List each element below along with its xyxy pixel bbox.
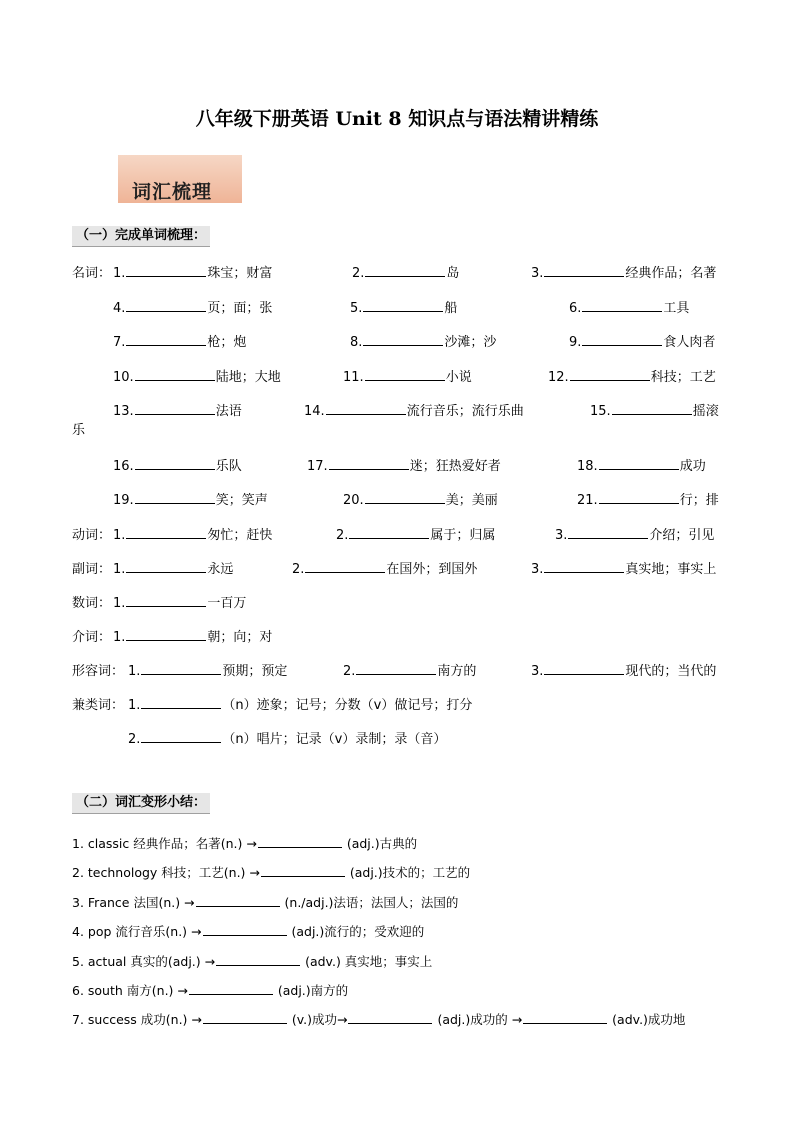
form-prompt: 4. pop 流行音乐(n.) → xyxy=(72,924,202,939)
noun-item xyxy=(343,489,498,508)
item-meaning: 行；排 xyxy=(679,493,719,508)
item-number: 7. xyxy=(113,335,126,350)
section-banner xyxy=(118,155,242,203)
item-meaning: 船 xyxy=(444,301,458,316)
noun-item xyxy=(350,331,496,350)
item-number: 1. xyxy=(113,630,126,645)
item-number: 14. xyxy=(304,404,325,419)
answer-blank[interactable] xyxy=(329,456,409,470)
item-number: 1. xyxy=(128,698,141,713)
multi-item xyxy=(128,694,472,713)
noun-item xyxy=(307,455,501,474)
item-meaning: 现代的；当代的 xyxy=(625,664,717,679)
noun-item xyxy=(113,489,268,508)
item-number: 11. xyxy=(343,370,364,385)
adverbs-item xyxy=(531,558,716,577)
noun-item xyxy=(352,262,459,281)
answer-blank[interactable] xyxy=(570,367,650,381)
form-text: (v.)成功→ xyxy=(287,1012,348,1027)
form-prompt: 5. actual 真实的(adj.) → xyxy=(72,954,216,969)
item-number: 3. xyxy=(531,562,544,577)
item-number: 10. xyxy=(113,370,134,385)
numerals-item xyxy=(113,592,246,611)
adjectives-item xyxy=(531,660,716,679)
answer-blank[interactable] xyxy=(582,298,662,312)
form-text: 7. success 成功(n.) → xyxy=(72,1012,202,1027)
item-number: 2. xyxy=(343,664,356,679)
answer-blank[interactable] xyxy=(141,661,221,675)
noun-15-wrap: 乐 xyxy=(72,423,86,438)
adverbs-item xyxy=(292,558,477,577)
verbs-item xyxy=(336,524,495,543)
item-number: 3. xyxy=(531,266,544,281)
item-meaning: 南方的 xyxy=(437,664,477,679)
answer-blank[interactable] xyxy=(363,332,443,346)
item-number: 2. xyxy=(292,562,305,577)
item-meaning: 科技；工艺 xyxy=(650,370,716,385)
adjectives-item xyxy=(343,660,476,679)
answer-blank[interactable] xyxy=(126,525,206,539)
noun-item xyxy=(590,400,719,419)
form-text: (adv.)成功地 xyxy=(608,1012,686,1027)
answer-blank[interactable] xyxy=(135,490,215,504)
answer-blank[interactable] xyxy=(126,298,206,312)
nouns-label: 名词： xyxy=(72,266,112,281)
form-meaning: (adv.) 真实地；事实上 xyxy=(301,954,433,969)
banner-label: 词汇梳理 xyxy=(132,181,213,203)
multi-item xyxy=(128,728,446,747)
item-meaning: 匆忙；赶快 xyxy=(207,528,273,543)
answer-blank[interactable] xyxy=(365,490,445,504)
item-meaning: 陆地；大地 xyxy=(215,370,281,385)
multi-label: 兼类词： xyxy=(72,698,125,713)
item-number: 18. xyxy=(577,459,598,474)
item-number: 1. xyxy=(113,562,126,577)
verbs-label: 动词： xyxy=(72,528,112,543)
item-meaning: 预期；预定 xyxy=(222,664,288,679)
item-number: 5. xyxy=(350,301,363,316)
item-meaning: 美；美丽 xyxy=(445,493,498,508)
answer-blank[interactable] xyxy=(612,401,692,415)
word-form-line xyxy=(72,1010,685,1028)
answer-blank[interactable] xyxy=(348,1010,432,1024)
answer-blank[interactable] xyxy=(568,525,648,539)
adverbs-label: 副词： xyxy=(72,562,112,577)
noun-item xyxy=(113,297,272,316)
answer-blank[interactable] xyxy=(141,729,221,743)
answer-blank[interactable] xyxy=(203,922,287,936)
answer-blank[interactable] xyxy=(365,367,445,381)
answer-blank[interactable] xyxy=(544,661,624,675)
item-meaning: 迷；狂热爱好者 xyxy=(409,459,501,474)
item-meaning: （n）迹象；记号；分数（v）做记号；打分 xyxy=(222,698,473,713)
noun-item xyxy=(113,331,246,350)
answer-blank[interactable] xyxy=(135,456,215,470)
word-form-line xyxy=(72,893,458,911)
item-meaning: 永远 xyxy=(207,562,234,577)
section-heading-1: （一）完成单词梳理： xyxy=(72,226,210,247)
item-meaning: 小说 xyxy=(445,370,472,385)
item-number: 12. xyxy=(548,370,569,385)
form-meaning: (adj.)流行的；受欢迎的 xyxy=(287,924,425,939)
answer-blank[interactable] xyxy=(305,559,385,573)
page-title: 八年级下册英语 Unit 8 知识点与语法精讲精练 xyxy=(195,108,599,130)
item-meaning: 成功 xyxy=(679,459,706,474)
item-number: 3. xyxy=(531,664,544,679)
item-meaning: 一百万 xyxy=(207,596,247,611)
form-prompt: 6. south 南方(n.) → xyxy=(72,983,188,998)
word-form-line xyxy=(72,863,470,881)
noun-item xyxy=(304,400,524,419)
noun-item xyxy=(343,366,472,385)
word-form-line xyxy=(72,922,424,940)
prepositions-label: 介词： xyxy=(72,630,112,645)
answer-blank[interactable] xyxy=(126,332,206,346)
noun-item xyxy=(113,262,272,281)
answer-blank[interactable] xyxy=(582,332,662,346)
answer-blank[interactable] xyxy=(523,1010,607,1024)
item-number: 15. xyxy=(590,404,611,419)
word-form-line xyxy=(72,834,417,852)
answer-blank[interactable] xyxy=(599,456,679,470)
noun-item xyxy=(113,400,242,419)
item-meaning: 岛 xyxy=(446,266,460,281)
numerals-label: 数词： xyxy=(72,596,112,611)
answer-blank[interactable] xyxy=(544,263,624,277)
answer-blank[interactable] xyxy=(126,559,206,573)
section-heading-2: （二）词汇变形小结： xyxy=(72,793,210,814)
item-number: 4. xyxy=(113,301,126,316)
adjectives-label: 形容词： xyxy=(72,664,125,679)
answer-blank[interactable] xyxy=(135,367,215,381)
item-number: 1. xyxy=(113,528,126,543)
item-meaning: 介绍；引见 xyxy=(649,528,715,543)
item-number: 6. xyxy=(569,301,582,316)
noun-item xyxy=(113,366,281,385)
answer-blank[interactable] xyxy=(363,298,443,312)
item-meaning: 枪；炮 xyxy=(207,335,247,350)
form-prompt: 3. France 法国(n.) → xyxy=(72,895,195,910)
verbs-item xyxy=(555,524,714,543)
item-number: 2. xyxy=(128,732,141,747)
item-number: 1. xyxy=(113,266,126,281)
item-number: 3. xyxy=(555,528,568,543)
item-number: 1. xyxy=(113,596,126,611)
answer-blank[interactable] xyxy=(216,952,300,966)
prepositions-item xyxy=(113,626,272,645)
answer-blank[interactable] xyxy=(261,863,345,877)
answer-blank[interactable] xyxy=(326,401,406,415)
answer-blank[interactable] xyxy=(135,401,215,415)
answer-blank[interactable] xyxy=(356,661,436,675)
verbs-item xyxy=(113,524,272,543)
answer-blank[interactable] xyxy=(349,525,429,539)
noun-item xyxy=(577,455,706,474)
item-number: 2. xyxy=(336,528,349,543)
noun-item xyxy=(113,455,242,474)
item-number: 2. xyxy=(352,266,365,281)
noun-item xyxy=(569,331,715,350)
item-number: 17. xyxy=(307,459,328,474)
item-number: 19. xyxy=(113,493,134,508)
item-meaning: 摇滚 xyxy=(692,404,719,419)
answer-blank[interactable] xyxy=(196,893,280,907)
item-number: 20. xyxy=(343,493,364,508)
word-form-line xyxy=(72,952,432,970)
item-number: 21. xyxy=(577,493,598,508)
form-text: (adj.)成功的 → xyxy=(433,1012,523,1027)
answer-blank[interactable] xyxy=(544,559,624,573)
item-number: 1. xyxy=(128,664,141,679)
form-meaning: (adj.)技术的；工艺的 xyxy=(345,865,471,880)
answer-blank[interactable] xyxy=(126,593,206,607)
answer-blank[interactable] xyxy=(203,1010,287,1024)
answer-blank[interactable] xyxy=(126,627,206,641)
item-number: 8. xyxy=(350,335,363,350)
answer-blank[interactable] xyxy=(189,981,273,995)
item-number: 9. xyxy=(569,335,582,350)
form-meaning: (adj.)古典的 xyxy=(342,836,418,851)
item-number: 13. xyxy=(113,404,134,419)
form-prompt: 1. classic 经典作品；名著(n.) → xyxy=(72,836,257,851)
adjectives-item xyxy=(128,660,287,679)
item-meaning: 流行音乐；流行乐曲 xyxy=(406,404,524,419)
item-meaning: 法语 xyxy=(215,404,242,419)
adverbs-item xyxy=(113,558,233,577)
answer-blank[interactable] xyxy=(365,263,445,277)
form-meaning: (n./adj.)法语；法国人；法国的 xyxy=(280,895,459,910)
item-meaning: 在国外；到国外 xyxy=(386,562,478,577)
answer-blank[interactable] xyxy=(599,490,679,504)
noun-item xyxy=(350,297,457,316)
word-form-line xyxy=(72,981,348,999)
item-number: 16. xyxy=(113,459,134,474)
item-meaning: （n）唱片；记录（v）录制；录（音） xyxy=(222,732,447,747)
item-meaning: 沙滩；沙 xyxy=(444,335,497,350)
item-meaning: 食人肉者 xyxy=(663,335,716,350)
answer-blank[interactable] xyxy=(141,695,221,709)
item-meaning: 工具 xyxy=(663,301,690,316)
item-meaning: 朝；向；对 xyxy=(207,630,273,645)
form-meaning: (adj.)南方的 xyxy=(273,983,349,998)
item-meaning: 乐队 xyxy=(215,459,242,474)
answer-blank[interactable] xyxy=(258,834,342,848)
noun-item xyxy=(548,366,716,385)
nouns-row xyxy=(72,262,111,281)
form-prompt: 2. technology 科技；工艺(n.) → xyxy=(72,865,260,880)
noun-item xyxy=(531,262,716,281)
item-meaning: 页；面；张 xyxy=(207,301,273,316)
item-meaning: 笑；笑声 xyxy=(215,493,268,508)
item-meaning: 真实地；事实上 xyxy=(625,562,717,577)
item-meaning: 珠宝；财富 xyxy=(207,266,273,281)
noun-item xyxy=(577,489,719,508)
noun-item xyxy=(569,297,689,316)
item-meaning: 属于；归属 xyxy=(430,528,496,543)
item-meaning: 经典作品；名著 xyxy=(625,266,717,281)
answer-blank[interactable] xyxy=(126,263,206,277)
